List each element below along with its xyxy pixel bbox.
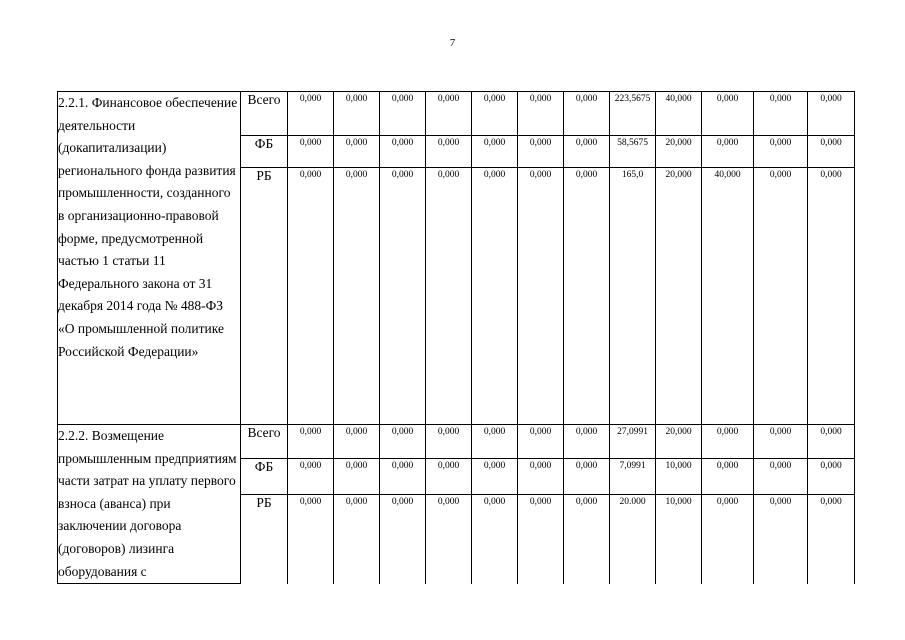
value-cell: 20,000: [656, 136, 702, 168]
value-cell: 0,000: [334, 168, 380, 425]
value-cell: 0,000: [564, 425, 610, 459]
value-cell: 0,000: [518, 168, 564, 425]
value-cell: 0,000: [564, 459, 610, 494]
value-cell: 0,000: [564, 494, 610, 583]
table-row: [58, 425, 855, 459]
funding-source: ФБ: [241, 459, 288, 494]
budget-table: [57, 91, 855, 584]
value-cell: 0,000: [472, 92, 518, 136]
funding-source: Всего: [241, 425, 288, 459]
value-cell: 0,000: [334, 92, 380, 136]
value-cell: 0,000: [426, 136, 472, 168]
funding-source: РБ: [241, 494, 288, 583]
value-cell: 10,000: [656, 459, 702, 494]
value-cell: 0,000: [702, 425, 754, 459]
value-cell: 0,000: [754, 494, 808, 583]
value-cell: 0,000: [564, 136, 610, 168]
value-cell: 0,000: [288, 425, 334, 459]
value-cell: 0,000: [702, 92, 754, 136]
value-cell: 0,000: [518, 425, 564, 459]
value-cell: 40,000: [656, 92, 702, 136]
value-cell: 0,000: [380, 92, 426, 136]
value-cell: 0,000: [380, 425, 426, 459]
value-cell: 7,0991: [610, 459, 656, 494]
value-cell: 0,000: [702, 459, 754, 494]
value-cell: 0,000: [808, 494, 855, 583]
value-cell: 0,000: [334, 425, 380, 459]
value-cell: 10,000: [656, 494, 702, 583]
value-cell: 0,000: [702, 136, 754, 168]
value-cell: 0,000: [426, 494, 472, 583]
value-cell: 20,000: [656, 425, 702, 459]
funding-source: Всего: [241, 92, 288, 136]
value-cell: 0,000: [754, 136, 808, 168]
value-cell: 0,000: [702, 494, 754, 583]
value-cell: 0,000: [288, 459, 334, 494]
table-row: [58, 92, 855, 136]
value-cell: 0,000: [288, 136, 334, 168]
value-cell: 0,000: [808, 459, 855, 494]
value-cell: 0,000: [518, 136, 564, 168]
value-cell: 0,000: [518, 92, 564, 136]
value-cell: 0,000: [808, 425, 855, 459]
value-cell: 0,000: [518, 494, 564, 583]
funding-source: РБ: [241, 168, 288, 425]
value-cell: 0,000: [426, 425, 472, 459]
value-cell: 0,000: [334, 494, 380, 583]
value-cell: 0,000: [426, 168, 472, 425]
value-cell: 0,000: [380, 168, 426, 425]
value-cell: 0,000: [288, 168, 334, 425]
value-cell: 0,000: [426, 459, 472, 494]
value-cell: 223,5675: [610, 92, 656, 136]
value-cell: 0,000: [472, 459, 518, 494]
section-description: 2.2.1. Финансовое обеспечение деятельности (докапитализации) регионального фонда развития промышленности, созданного в организационно-правовой форме, предусмотренной частью 1 статьи 11 Федерального закона от 31 декабря 2014 года № 488-ФЗ «О промышленной политике Российской Федерации»: [58, 92, 241, 425]
value-cell: 0,000: [808, 136, 855, 168]
value-cell: 40,000: [702, 168, 754, 425]
value-cell: 0,000: [380, 459, 426, 494]
value-cell: 20,000: [656, 168, 702, 425]
value-cell: 27,0991: [610, 425, 656, 459]
table-body: [58, 92, 855, 584]
value-cell: 58,5675: [610, 136, 656, 168]
value-cell: 0,000: [334, 459, 380, 494]
value-cell: 0,000: [518, 459, 564, 494]
value-cell: 0,000: [472, 168, 518, 425]
value-cell: 0,000: [426, 92, 472, 136]
value-cell: 0,000: [754, 425, 808, 459]
value-cell: 0,000: [472, 425, 518, 459]
value-cell: 165,0: [610, 168, 656, 425]
value-cell: 0,000: [754, 168, 808, 425]
value-cell: 0,000: [334, 136, 380, 168]
value-cell: 0,000: [808, 168, 855, 425]
section-description: 2.2.2. Возмещение промышленным предприятиям части затрат на уплату первого взноса (аванса) при заключении договора (договоров) лизинга оборудования с: [58, 425, 241, 584]
value-cell: 0,000: [380, 136, 426, 168]
page-number: 7: [449, 37, 456, 49]
value-cell: 0,000: [564, 92, 610, 136]
value-cell: 0,000: [288, 92, 334, 136]
value-cell: 0,000: [288, 494, 334, 583]
funding-source: ФБ: [241, 136, 288, 168]
value-cell: 0,000: [754, 459, 808, 494]
value-cell: 0,000: [564, 168, 610, 425]
value-cell: 20.000: [610, 494, 656, 583]
value-cell: 0,000: [472, 136, 518, 168]
value-cell: 0,000: [808, 92, 855, 136]
value-cell: 0,000: [754, 92, 808, 136]
value-cell: 0,000: [472, 494, 518, 583]
value-cell: 0,000: [380, 494, 426, 583]
